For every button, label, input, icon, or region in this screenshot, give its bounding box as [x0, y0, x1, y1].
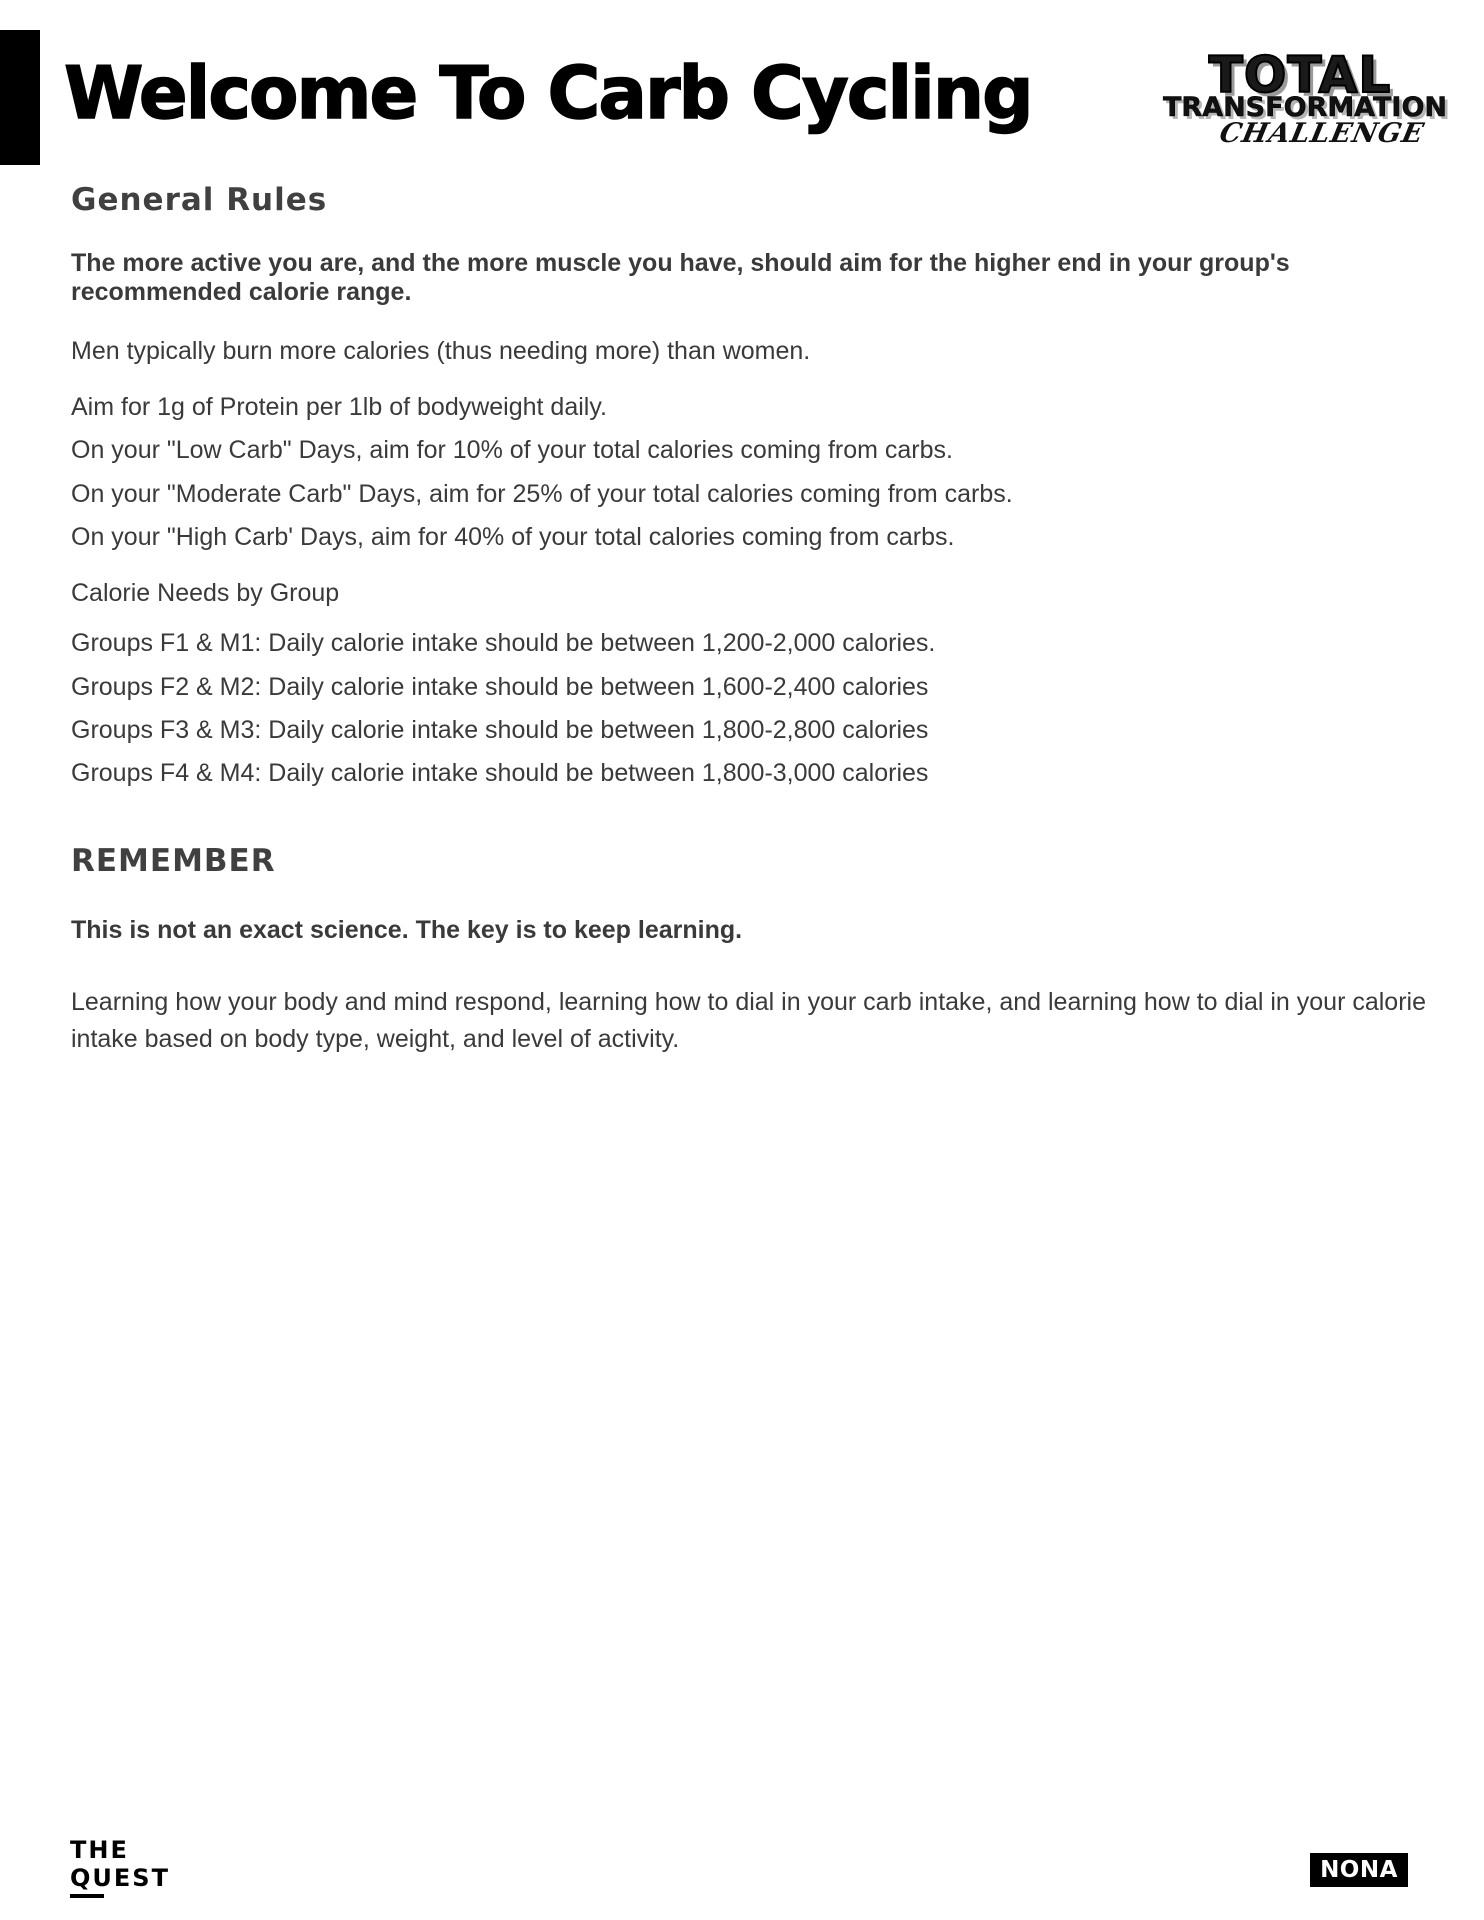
remember-body: Learning how your body and mind respond, learning how to dial in your carb intake, and learning how to dial in your calorie intake based on body type, weight, and level of activity. [71, 988, 1426, 1053]
rule-high-carb: On your "High Carb' Days, aim for 40% of your total calories coming from carbs. [71, 522, 955, 551]
rule-moderate-carb: On your "Moderate Carb" Days, aim for 25% of your total calories coming from carbs. [71, 479, 1013, 508]
activity-note: The more active you are, and the more muscle you have, should aim for the higher end in your group's recommended calorie range. [71, 249, 1290, 307]
men-calories-note: Men typically burn more calories (thus needing more) than women. [71, 336, 811, 365]
calorie-needs-heading: Calorie Needs by Group [71, 579, 340, 608]
logo-line-challenge: CHALLENGE [1216, 118, 1428, 149]
calorie-groups-list [71, 625, 1451, 791]
calorie-group-4: Groups F4 & M4: Daily calorie intake should be between 1,800-3,000 calories [71, 759, 929, 788]
page-title: Welcome To Carb Cycling [64, 51, 1032, 135]
rule-protein: Aim for 1g of Protein per 1lb of bodyweight daily. [71, 393, 607, 422]
quest-logo-line1: THE [70, 1836, 129, 1864]
calorie-group-1: Groups F1 & M1: Daily calorie intake should be between 1,200-2,000 calories. [71, 629, 936, 658]
calorie-group-2: Groups F2 & M2: Daily calorie intake should be between 1,600-2,400 calories [71, 672, 929, 701]
document-body [71, 180, 1451, 1057]
the-quest-logo [70, 1838, 180, 1898]
logo-line-transformation: TRANSFORMATION [1162, 92, 1447, 123]
calorie-group-3: Groups F3 & M3: Daily calorie intake should be between 1,800-2,800 calories [71, 715, 929, 744]
quest-logo-line2: QUEST [70, 1864, 170, 1892]
total-transformation-challenge-logo [1160, 46, 1450, 160]
logo-line-total: TOTAL [1208, 46, 1392, 104]
remember-key-point: This is not an exact science. The key is to keep learning. [71, 915, 743, 944]
general-rules-heading: General Rules [71, 182, 328, 218]
title-accent-bar [0, 30, 40, 165]
nona-logo: NONA [1310, 1853, 1408, 1887]
macro-rules-list [71, 389, 1451, 555]
remember-heading: REMEMBER [71, 843, 276, 880]
rule-low-carb: On your "Low Carb" Days, aim for 10% of your total calories coming from carbs. [71, 436, 953, 465]
quest-logo-underline [70, 1894, 104, 1898]
